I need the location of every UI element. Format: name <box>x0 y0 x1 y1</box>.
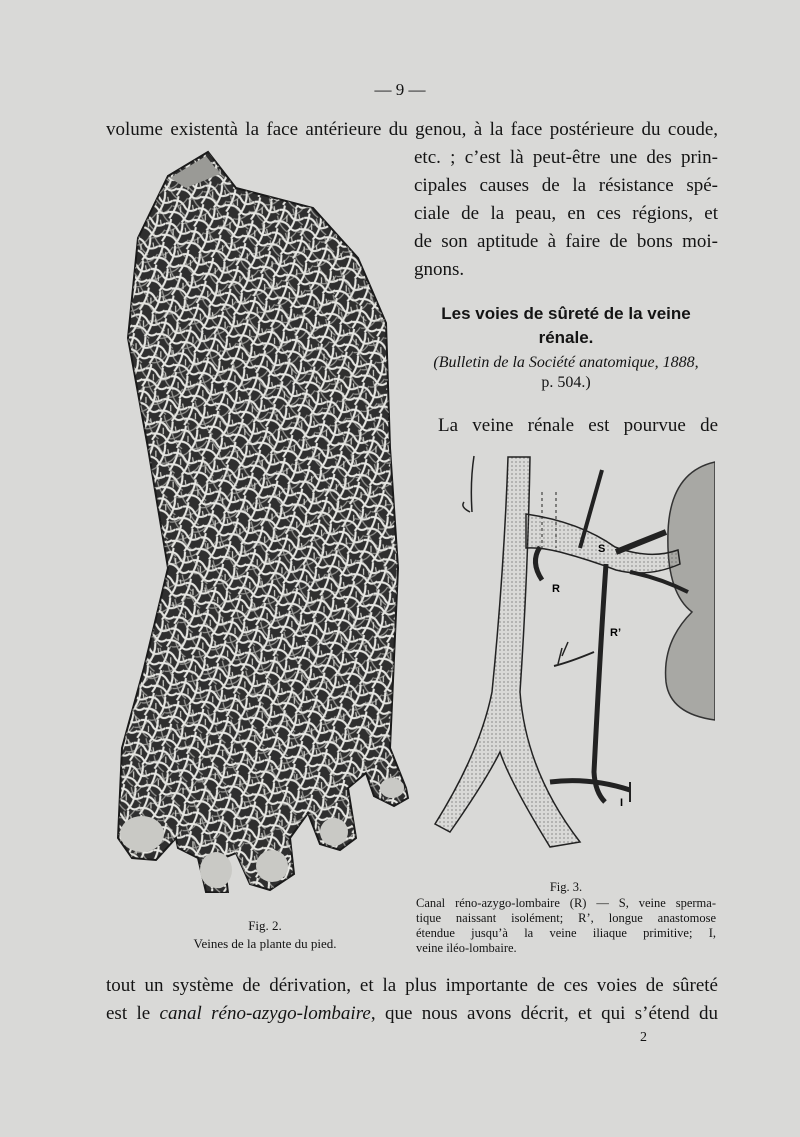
citation-line-1 <box>414 352 718 373</box>
intro-line-4: ciale de la peau, en ces régions, et <box>414 203 718 224</box>
section-title-line-1: Les voies de sûreté de la veine <box>441 304 691 323</box>
fig2-label: Fig. 2. <box>248 918 282 933</box>
intro-line-6: gnons. <box>414 259 465 280</box>
fig3-letter-i: I <box>620 797 624 809</box>
section-first-line: La veine rénale est pourvue de <box>438 415 718 436</box>
intro-line-3: cipales causes de la résistance spé- <box>414 175 718 196</box>
bottom-line-2-pre: est le <box>106 1003 160 1024</box>
fig3-letter-r: R <box>552 583 560 595</box>
fig2-caption: Veines de la plante du pied. <box>193 936 337 951</box>
fig2-foot-veins-illustration <box>108 148 413 893</box>
bottom-line-2 <box>106 1000 718 1028</box>
fig3-caption-line-1: Canal réno-azygo-lombaire (R) — S, veine sperma- <box>416 896 716 910</box>
bottom-line-2-post: , que nous avons décrit, et qui s’étend du <box>370 1003 719 1024</box>
fig3-caption-line-3: étendue jusqu’à la veine iliaque primitive; I, <box>416 926 716 940</box>
fig3-letter-r-prime: R’ <box>610 627 621 639</box>
fig3-caption-line-2: tique naissant isolément; R’, longue anastomose <box>416 911 716 925</box>
citation-text-1: (Bulletin de la Société anatomique, 1888, <box>433 354 699 371</box>
intro-line-1: volume existentà la face antérieure du genou, à la face postérieure du coude, <box>106 119 718 140</box>
section-title-line-2: rénale. <box>538 328 594 347</box>
bottom-line-1: tout un système de dérivation, et la plus importante de ces voies de sûreté <box>106 975 718 996</box>
intro-line-5: de son aptitude à faire de bons moi- <box>414 231 718 252</box>
fig3-caption-line-4: veine iléo-lombaire. <box>416 941 517 955</box>
fig3-label: Fig. 3. <box>549 880 583 894</box>
page-number: — 9 — <box>374 80 426 99</box>
canal-term: canal réno-azygo-lombaire <box>159 1003 371 1024</box>
signature-mark: 2 <box>640 1030 647 1045</box>
fig3-renal-vein-diagram <box>430 452 715 867</box>
fig3-letter-s: S <box>598 543 606 555</box>
intro-line-2: etc. ; c’est là peut-être une des prin- <box>414 147 718 168</box>
citation-line-2: p. 504.) <box>541 374 591 391</box>
